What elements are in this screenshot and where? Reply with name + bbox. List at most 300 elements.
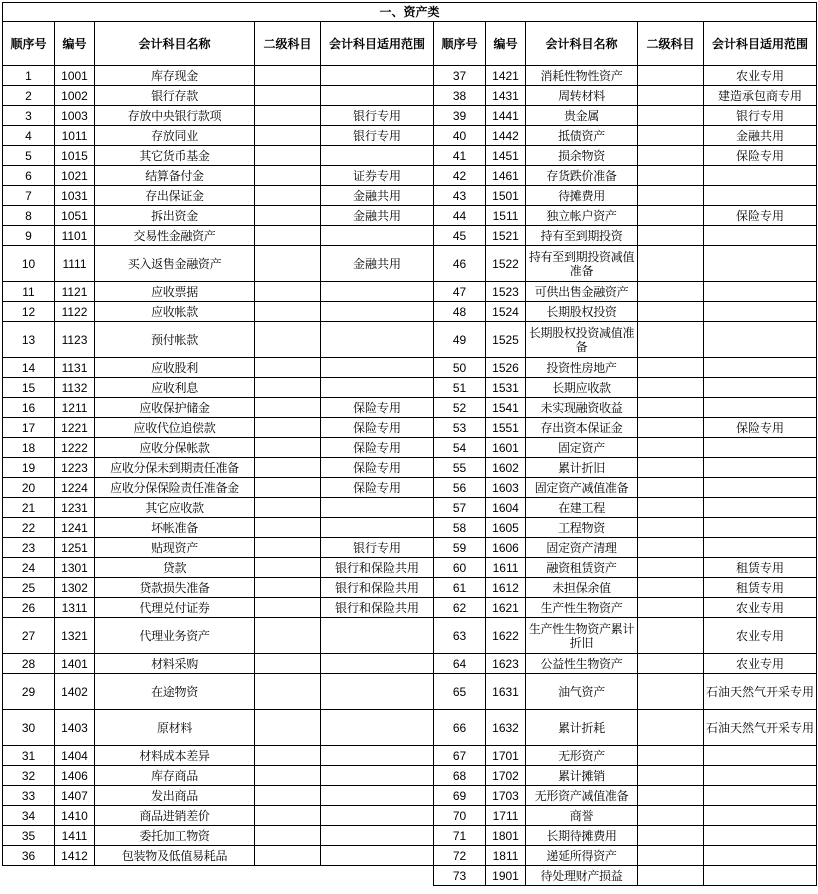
left-code-cell: 1223: [55, 458, 95, 478]
right-sub-cell: [638, 358, 704, 378]
left-scope-cell: [321, 710, 434, 746]
header-code: 编号: [55, 22, 95, 66]
right-seq-cell: 67: [434, 746, 486, 766]
table-row: [3, 226, 817, 246]
left-name-cell: 应收股利: [95, 358, 255, 378]
right-sub-cell: [638, 166, 704, 186]
right-seq-cell: 50: [434, 358, 486, 378]
right-sub-cell: [638, 418, 704, 438]
right-name-cell: 固定资产清理: [526, 538, 638, 558]
right-seq-cell: 37: [434, 66, 486, 86]
right-code-cell: 1601: [486, 438, 526, 458]
right-seq-cell: 55: [434, 458, 486, 478]
right-scope-cell: 保险专用: [704, 146, 817, 166]
left-sub-cell: [255, 598, 321, 618]
right-name-cell: 商誉: [526, 806, 638, 826]
left-name-cell: 坏帐准备: [95, 518, 255, 538]
left-name-cell: 委托加工物资: [95, 826, 255, 846]
right-code-cell: 1703: [486, 786, 526, 806]
right-seq-cell: 47: [434, 282, 486, 302]
left-seq-cell: 4: [3, 126, 55, 146]
left-scope-cell: 金融共用: [321, 246, 434, 282]
left-name-cell: 交易性金融资产: [95, 226, 255, 246]
left-code-cell: 1221: [55, 418, 95, 438]
right-sub-cell: [638, 378, 704, 398]
right-name-cell: 待处理财产损益: [526, 866, 638, 886]
right-name-cell: 存货跌价准备: [526, 166, 638, 186]
right-code-cell: 1524: [486, 302, 526, 322]
right-scope-cell: 农业专用: [704, 654, 817, 674]
left-sub-cell: [255, 618, 321, 654]
left-code-cell: 1406: [55, 766, 95, 786]
left-name-cell: 拆出资金: [95, 206, 255, 226]
left-code-cell: 1111: [55, 246, 95, 282]
left-name-cell: 贷款损失准备: [95, 578, 255, 598]
left-name-cell: 买入返售金融资产: [95, 246, 255, 282]
table-row: [3, 282, 817, 302]
right-scope-cell: [704, 282, 817, 302]
left-name-cell: 存放同业: [95, 126, 255, 146]
right-name-cell: 固定资产减值准备: [526, 478, 638, 498]
table-row: [3, 618, 817, 654]
left-code-cell: 1011: [55, 126, 95, 146]
right-scope-cell: [704, 302, 817, 322]
right-code-cell: 1421: [486, 66, 526, 86]
left-empty-cell: [321, 866, 434, 886]
right-sub-cell: [638, 106, 704, 126]
right-code-cell: 1621: [486, 598, 526, 618]
right-code-cell: 1511: [486, 206, 526, 226]
left-code-cell: 1132: [55, 378, 95, 398]
left-sub-cell: [255, 438, 321, 458]
right-scope-cell: [704, 358, 817, 378]
right-code-cell: 1701: [486, 746, 526, 766]
left-seq-cell: 14: [3, 358, 55, 378]
left-name-cell: 存放中央银行款项: [95, 106, 255, 126]
right-name-cell: 未实现融资收益: [526, 398, 638, 418]
left-seq-cell: 20: [3, 478, 55, 498]
right-sub-cell: [638, 186, 704, 206]
right-seq-cell: 53: [434, 418, 486, 438]
left-seq-cell: 12: [3, 302, 55, 322]
left-scope-cell: 证券专用: [321, 166, 434, 186]
right-code-cell: 1711: [486, 806, 526, 826]
table-row: [3, 106, 817, 126]
left-scope-cell: [321, 786, 434, 806]
right-sub-cell: [638, 518, 704, 538]
left-name-cell: 包装物及低值易耗品: [95, 846, 255, 866]
left-scope-cell: [321, 282, 434, 302]
left-code-cell: 1402: [55, 674, 95, 710]
right-seq-cell: 59: [434, 538, 486, 558]
left-scope-cell: [321, 86, 434, 106]
right-scope-cell: [704, 458, 817, 478]
right-seq-cell: 40: [434, 126, 486, 146]
header-scope-right: 会计科目适用范围: [704, 22, 817, 66]
left-empty-cell: [55, 866, 95, 886]
left-seq-cell: 29: [3, 674, 55, 710]
left-seq-cell: 1: [3, 66, 55, 86]
right-name-cell: 生产性生物资产: [526, 598, 638, 618]
left-sub-cell: [255, 806, 321, 826]
right-seq-cell: 62: [434, 598, 486, 618]
left-empty-cell: [255, 866, 321, 886]
right-sub-cell: [638, 282, 704, 302]
right-scope-cell: [704, 518, 817, 538]
right-name-cell: 长期股权投资: [526, 302, 638, 322]
left-seq-cell: 6: [3, 166, 55, 186]
right-sub-cell: [638, 458, 704, 478]
left-sub-cell: [255, 86, 321, 106]
left-scope-cell: 银行和保险共用: [321, 558, 434, 578]
right-code-cell: 1451: [486, 146, 526, 166]
right-seq-cell: 54: [434, 438, 486, 458]
right-code-cell: 1811: [486, 846, 526, 866]
right-sub-cell: [638, 806, 704, 826]
right-seq-cell: 45: [434, 226, 486, 246]
table-row: [3, 418, 817, 438]
right-scope-cell: [704, 438, 817, 458]
table-row: [3, 498, 817, 518]
left-seq-cell: 16: [3, 398, 55, 418]
left-code-cell: 1015: [55, 146, 95, 166]
right-name-cell: 生产性生物资产累计折旧: [526, 618, 638, 654]
left-sub-cell: [255, 66, 321, 86]
right-scope-cell: [704, 766, 817, 786]
left-scope-cell: 银行专用: [321, 106, 434, 126]
left-seq-cell: 31: [3, 746, 55, 766]
left-scope-cell: 保险专用: [321, 478, 434, 498]
table-row: [3, 146, 817, 166]
right-scope-cell: [704, 246, 817, 282]
table-row: [3, 826, 817, 846]
right-code-cell: 1442: [486, 126, 526, 146]
left-name-cell: 应收保护储金: [95, 398, 255, 418]
left-sub-cell: [255, 826, 321, 846]
right-code-cell: 1611: [486, 558, 526, 578]
left-code-cell: 1031: [55, 186, 95, 206]
left-scope-cell: [321, 518, 434, 538]
right-code-cell: 1605: [486, 518, 526, 538]
table-row: [3, 674, 817, 710]
left-seq-cell: 11: [3, 282, 55, 302]
right-seq-cell: 48: [434, 302, 486, 322]
right-name-cell: 消耗性物性资产: [526, 66, 638, 86]
table-row: [3, 786, 817, 806]
left-name-cell: 其它应收款: [95, 498, 255, 518]
header-sub: 二级科目: [255, 22, 321, 66]
left-seq-cell: 9: [3, 226, 55, 246]
left-sub-cell: [255, 538, 321, 558]
left-seq-cell: 36: [3, 846, 55, 866]
right-sub-cell: [638, 226, 704, 246]
right-name-cell: 长期股权投资减值准备: [526, 322, 638, 358]
left-scope-cell: [321, 674, 434, 710]
right-sub-cell: [638, 786, 704, 806]
left-code-cell: 1301: [55, 558, 95, 578]
left-scope-cell: 金融共用: [321, 206, 434, 226]
right-code-cell: 1522: [486, 246, 526, 282]
left-scope-cell: [321, 618, 434, 654]
left-name-cell: 应收帐款: [95, 302, 255, 322]
right-sub-cell: [638, 302, 704, 322]
right-name-cell: 损余物资: [526, 146, 638, 166]
right-code-cell: 1461: [486, 166, 526, 186]
left-sub-cell: [255, 282, 321, 302]
right-scope-cell: 租赁专用: [704, 558, 817, 578]
left-scope-cell: [321, 654, 434, 674]
right-name-cell: 融资租赁资产: [526, 558, 638, 578]
right-seq-cell: 73: [434, 866, 486, 886]
left-name-cell: 应收分保保险责任准备金: [95, 478, 255, 498]
table-row: [3, 378, 817, 398]
right-sub-cell: [638, 710, 704, 746]
right-scope-cell: [704, 786, 817, 806]
right-code-cell: 1801: [486, 826, 526, 846]
left-name-cell: 原材料: [95, 710, 255, 746]
left-sub-cell: [255, 166, 321, 186]
left-sub-cell: [255, 378, 321, 398]
right-seq-cell: 41: [434, 146, 486, 166]
right-scope-cell: 石油天然气开采专用: [704, 674, 817, 710]
right-scope-cell: 金融共用: [704, 126, 817, 146]
right-scope-cell: 租赁专用: [704, 578, 817, 598]
left-code-cell: 1122: [55, 302, 95, 322]
left-sub-cell: [255, 746, 321, 766]
left-code-cell: 1412: [55, 846, 95, 866]
left-code-cell: 1404: [55, 746, 95, 766]
table-row: [3, 438, 817, 458]
right-code-cell: 1525: [486, 322, 526, 358]
right-code-cell: 1612: [486, 578, 526, 598]
left-sub-cell: [255, 710, 321, 746]
left-sub-cell: [255, 246, 321, 282]
table-row: [3, 322, 817, 358]
left-code-cell: 1401: [55, 654, 95, 674]
left-name-cell: 代理兑付证券: [95, 598, 255, 618]
right-name-cell: 投资性房地产: [526, 358, 638, 378]
left-seq-cell: 28: [3, 654, 55, 674]
right-scope-cell: [704, 826, 817, 846]
left-name-cell: 应收分保未到期责任准备: [95, 458, 255, 478]
left-name-cell: 应收分保帐款: [95, 438, 255, 458]
left-sub-cell: [255, 398, 321, 418]
table-row: [3, 186, 817, 206]
table-row: [3, 654, 817, 674]
left-scope-cell: [321, 378, 434, 398]
table-body: [3, 3, 817, 886]
table-title: 一、资产类: [3, 3, 817, 22]
right-name-cell: 周转材料: [526, 86, 638, 106]
right-name-cell: 无形资产减值准备: [526, 786, 638, 806]
left-sub-cell: [255, 186, 321, 206]
right-scope-cell: [704, 398, 817, 418]
right-scope-cell: [704, 186, 817, 206]
left-code-cell: 1411: [55, 826, 95, 846]
right-scope-cell: 农业专用: [704, 618, 817, 654]
left-code-cell: 1407: [55, 786, 95, 806]
left-code-cell: 1321: [55, 618, 95, 654]
table-row: [3, 746, 817, 766]
left-name-cell: 存出保证金: [95, 186, 255, 206]
right-seq-cell: 63: [434, 618, 486, 654]
left-scope-cell: [321, 226, 434, 246]
right-name-cell: 未担保余值: [526, 578, 638, 598]
right-name-cell: 油气资产: [526, 674, 638, 710]
right-name-cell: 可供出售金融资产: [526, 282, 638, 302]
left-seq-cell: 19: [3, 458, 55, 478]
left-code-cell: 1302: [55, 578, 95, 598]
table-row: [3, 538, 817, 558]
right-scope-cell: [704, 538, 817, 558]
title-row: [3, 3, 817, 22]
right-sub-cell: [638, 478, 704, 498]
left-code-cell: 1002: [55, 86, 95, 106]
right-sub-cell: [638, 558, 704, 578]
right-code-cell: 1603: [486, 478, 526, 498]
right-sub-cell: [638, 146, 704, 166]
left-seq-cell: 18: [3, 438, 55, 458]
table-row: [3, 358, 817, 378]
right-seq-cell: 51: [434, 378, 486, 398]
right-sub-cell: [638, 246, 704, 282]
right-name-cell: 公益性生物资产: [526, 654, 638, 674]
left-scope-cell: [321, 146, 434, 166]
right-seq-cell: 71: [434, 826, 486, 846]
left-name-cell: 库存现金: [95, 66, 255, 86]
left-seq-cell: 26: [3, 598, 55, 618]
left-seq-cell: 15: [3, 378, 55, 398]
table-row: [3, 710, 817, 746]
header-name: 会计科目名称: [95, 22, 255, 66]
right-scope-cell: 建造承包商专用: [704, 86, 817, 106]
left-code-cell: 1101: [55, 226, 95, 246]
left-sub-cell: [255, 766, 321, 786]
left-sub-cell: [255, 322, 321, 358]
table-row: [3, 126, 817, 146]
left-code-cell: 1311: [55, 598, 95, 618]
asset-accounts-table: [2, 2, 817, 886]
right-sub-cell: [638, 746, 704, 766]
right-code-cell: 1631: [486, 674, 526, 710]
right-sub-cell: [638, 206, 704, 226]
right-scope-cell: [704, 746, 817, 766]
right-sub-cell: [638, 826, 704, 846]
table-row: [3, 846, 817, 866]
left-scope-cell: 保险专用: [321, 438, 434, 458]
right-name-cell: 累计折耗: [526, 710, 638, 746]
left-seq-cell: 33: [3, 786, 55, 806]
right-code-cell: 1441: [486, 106, 526, 126]
left-name-cell: 结算备付金: [95, 166, 255, 186]
right-name-cell: 累计折旧: [526, 458, 638, 478]
right-seq-cell: 38: [434, 86, 486, 106]
right-seq-cell: 56: [434, 478, 486, 498]
table-row: [3, 578, 817, 598]
left-name-cell: 材料采购: [95, 654, 255, 674]
right-seq-cell: 39: [434, 106, 486, 126]
right-scope-cell: 保险专用: [704, 206, 817, 226]
left-scope-cell: [321, 746, 434, 766]
left-seq-cell: 3: [3, 106, 55, 126]
left-scope-cell: [321, 66, 434, 86]
left-sub-cell: [255, 206, 321, 226]
left-scope-cell: [321, 498, 434, 518]
right-seq-cell: 42: [434, 166, 486, 186]
left-name-cell: 代理业务资产: [95, 618, 255, 654]
left-seq-cell: 25: [3, 578, 55, 598]
left-scope-cell: 保险专用: [321, 418, 434, 438]
left-sub-cell: [255, 458, 321, 478]
left-code-cell: 1251: [55, 538, 95, 558]
right-code-cell: 1551: [486, 418, 526, 438]
right-seq-cell: 60: [434, 558, 486, 578]
left-code-cell: 1001: [55, 66, 95, 86]
left-name-cell: 商品进销差价: [95, 806, 255, 826]
right-name-cell: 长期应收款: [526, 378, 638, 398]
left-seq-cell: 21: [3, 498, 55, 518]
left-name-cell: 材料成本差异: [95, 746, 255, 766]
right-sub-cell: [638, 538, 704, 558]
right-seq-cell: 44: [434, 206, 486, 226]
right-sub-cell: [638, 618, 704, 654]
right-seq-cell: 64: [434, 654, 486, 674]
left-name-cell: 应收代位追偿款: [95, 418, 255, 438]
left-sub-cell: [255, 146, 321, 166]
right-seq-cell: 65: [434, 674, 486, 710]
table-row: [3, 806, 817, 826]
left-sub-cell: [255, 418, 321, 438]
right-code-cell: 1623: [486, 654, 526, 674]
right-sub-cell: [638, 66, 704, 86]
table-row: [3, 398, 817, 418]
left-sub-cell: [255, 786, 321, 806]
left-scope-cell: 保险专用: [321, 458, 434, 478]
left-sub-cell: [255, 558, 321, 578]
right-sub-cell: [638, 86, 704, 106]
left-name-cell: 贷款: [95, 558, 255, 578]
right-scope-cell: [704, 478, 817, 498]
left-code-cell: 1123: [55, 322, 95, 358]
header-scope: 会计科目适用范围: [321, 22, 434, 66]
left-code-cell: 1021: [55, 166, 95, 186]
left-name-cell: 其它货币基金: [95, 146, 255, 166]
right-code-cell: 1622: [486, 618, 526, 654]
right-code-cell: 1702: [486, 766, 526, 786]
left-code-cell: 1231: [55, 498, 95, 518]
table-row: [3, 766, 817, 786]
left-seq-cell: 8: [3, 206, 55, 226]
right-code-cell: 1501: [486, 186, 526, 206]
right-code-cell: 1606: [486, 538, 526, 558]
right-seq-cell: 72: [434, 846, 486, 866]
header-seq-right: 顺序号: [434, 22, 486, 66]
left-sub-cell: [255, 846, 321, 866]
left-scope-cell: [321, 826, 434, 846]
right-seq-cell: 66: [434, 710, 486, 746]
right-scope-cell: [704, 498, 817, 518]
table-row: [3, 598, 817, 618]
left-sub-cell: [255, 674, 321, 710]
right-sub-cell: [638, 498, 704, 518]
left-scope-cell: [321, 302, 434, 322]
left-seq-cell: 5: [3, 146, 55, 166]
left-seq-cell: 22: [3, 518, 55, 538]
right-sub-cell: [638, 866, 704, 886]
right-sub-cell: [638, 126, 704, 146]
left-sub-cell: [255, 578, 321, 598]
header-sub-right: 二级科目: [638, 22, 704, 66]
